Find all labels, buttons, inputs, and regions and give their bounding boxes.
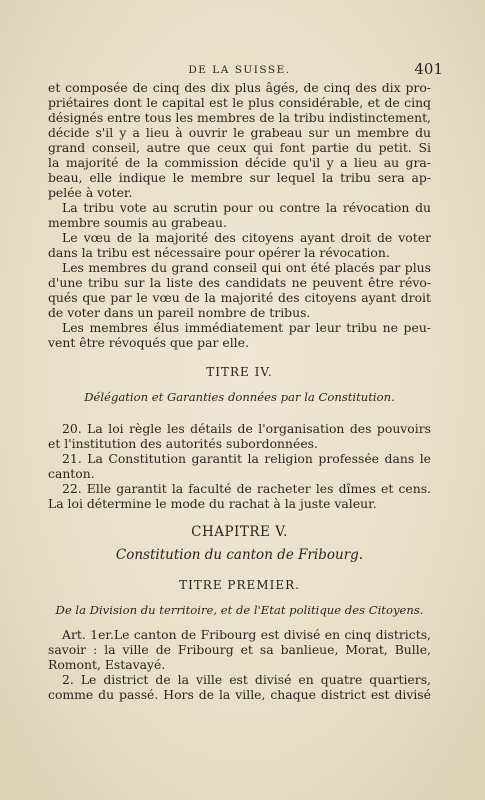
text-line: vent être révoqués que par elle. — [48, 335, 249, 350]
text-line: La loi détermine le mode du rachat à la juste valeur. — [48, 496, 377, 511]
text-line: décide s'il y a lieu à ouvrir le grabeau sur un membre du — [48, 125, 431, 140]
text-line: priétaires dont le capital est le plus considérable, et de cinq — [48, 95, 431, 110]
text-line: 2. Le district de la ville est divisé en quatre quartiers, — [62, 672, 431, 687]
text-line: savoir : la ville de Fribourg et sa banlieue, Morat, Bulle, — [48, 642, 431, 657]
text-line: grand conseil, autre que ceux qui font partie du petit. Si — [48, 140, 431, 155]
page-content — [48, 58, 443, 702]
text-line: Art. 1er.Le canton de Fribourg est divisé en cinq districts, — [62, 627, 431, 642]
text-line: dans la tribu est nécessaire pour opérer la révocation. — [48, 245, 390, 260]
paragraph-majorite — [48, 230, 431, 260]
text-line: 21. La Constitution garantit la religion professée dans le — [62, 451, 431, 466]
text-line: Le vœu de la majorité des citoyens ayant droit de voter — [62, 230, 431, 245]
article-20 — [48, 421, 431, 451]
text-line: de voter dans un pareil nombre de tribus. — [48, 305, 311, 320]
text-line: qués que par le vœu de la majorité des citoyens ayant droit — [48, 290, 431, 305]
text-line: Les membres élus immédiatement par leur tribu ne peu- — [62, 320, 431, 335]
text-line: pelée à voter. — [48, 185, 133, 200]
spacer — [48, 405, 431, 421]
text-line: beau, elle indique le membre sur lequel la tribu sera ap- — [48, 170, 431, 185]
paragraph-membres — [48, 260, 431, 320]
text-line: désignés entre tous les membres de la tribu indistinctement, — [48, 110, 431, 125]
page-number: 401 — [414, 60, 443, 78]
text-line: 22. Elle garantit la faculté de racheter les dîmes et cens. — [62, 481, 431, 496]
text-line: et composée de cinq des dix plus âgés, de cinq des dix pro- — [48, 80, 431, 95]
text-line: comme du passé. Hors de la ville, chaque district est divisé — [48, 687, 431, 702]
text-line: d'une tribu sur la liste des candidats ne peuvent être révo- — [48, 275, 431, 290]
paragraph-elus — [48, 320, 431, 350]
running-head — [48, 58, 443, 80]
titre-iv-subheading: Délégation et Garanties données par la Constitution. — [84, 390, 395, 404]
article-21 — [48, 451, 431, 481]
titre-iv-heading: TITRE IV. — [206, 365, 273, 379]
text-line: Les membres du grand conseil qui ont été placés par plus — [62, 260, 431, 275]
text-line: 20. La loi règle les détails de l'organisation des pouvoirs — [62, 421, 431, 436]
spacer — [48, 618, 431, 627]
text-line: Romont, Estavayé. — [48, 657, 166, 672]
article-22 — [48, 481, 431, 511]
paragraph-grabeau — [48, 80, 431, 200]
article-1 — [48, 627, 431, 672]
titre-premier-subheading: De la Division du territoire, et de l'Etat politique des Citoyens. — [55, 603, 424, 617]
titre-premier-heading: TITRE PREMIER. — [179, 578, 300, 592]
chapitre-v-heading: CHAPITRE V. — [191, 524, 288, 540]
running-title: DE LA SUISSE. — [188, 64, 291, 76]
chapitre-v-subheading: Constitution du canton de Fribourg. — [115, 547, 364, 563]
text-line: la majorité de la commission décide qu'il y a lieu au gra- — [48, 155, 431, 170]
text-line: et l'institution des autorités subordonnées. — [48, 436, 318, 451]
article-2 — [48, 672, 431, 702]
text-line: canton. — [48, 466, 95, 481]
text-line: La tribu vote au scrutin pour ou contre la révocation du — [62, 200, 431, 215]
paragraph-vote — [48, 200, 431, 230]
text-line: membre soumis au grabeau. — [48, 215, 227, 230]
